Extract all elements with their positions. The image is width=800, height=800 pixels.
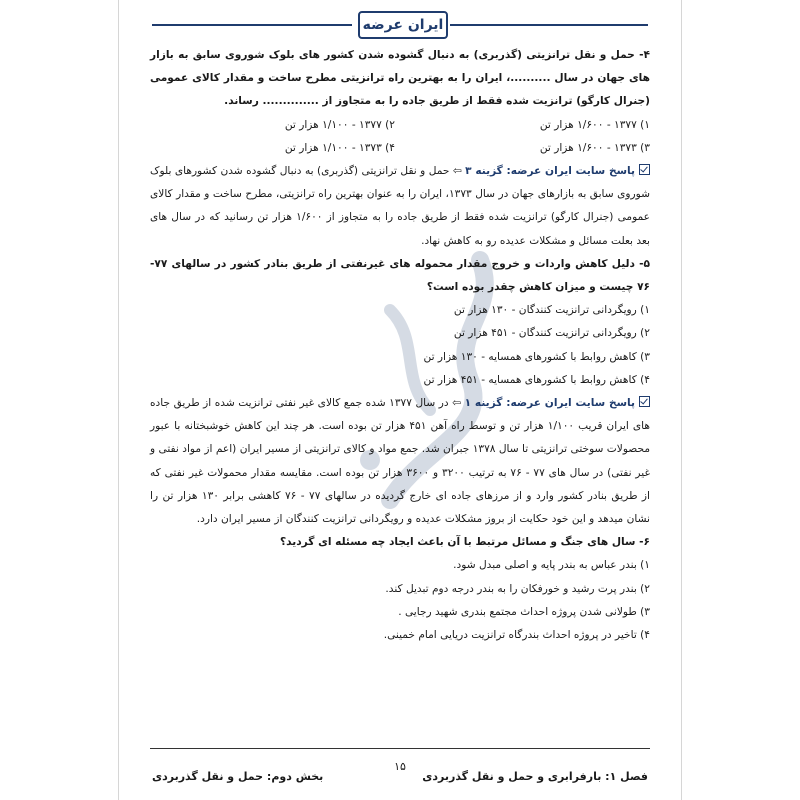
answer-4 (150, 160, 650, 253)
site-logo: ایران عرضه (358, 11, 448, 39)
footer-section: بخش دوم: حمل و نقل گذربردی (152, 770, 324, 783)
option-4: ۴) تاخیر در پروژه احداث بندرگاه ترانزیت دریایی امام خمینی. (383, 629, 650, 642)
option-1: ۱) ۱۳۷۷ - ۱/۶۰۰ هزار تن (539, 118, 650, 131)
page-content (150, 44, 650, 647)
question-4: ۴- حمل و نقل ترانزیتی (گذربری) به دنبال گشوده شدن کشور های بلوک شوروی سابق به بازار های جهان در سال ..........، ایران را به بهترین راه ترانزیتی مطرح ساخت و مقدار کالای عمومی (جنرال کارگو) ترانزیت شده فقط از طریق جاده را به متجاوز از .............. رساند. (150, 49, 650, 108)
option-3: ۳) ۱۳۷۳ - ۱/۶۰۰ هزار تن (539, 141, 650, 154)
answer-5-label: پاسخ سایت ایران عرضه: گزینه ۱ (464, 397, 635, 410)
option-1: ۱) بندر عباس به بندر پایه و اصلی مبدل شود. (453, 559, 650, 572)
option-2: ۲) ۱۳۷۷ - ۱/۱۰۰ هزار تن (284, 118, 395, 131)
question-4-options (150, 114, 650, 160)
option-2: ۲) بندر پرت رشید و خورفکان را به بندر درجه دوم تبدیل کند. (385, 582, 650, 595)
page-header (0, 10, 800, 40)
checkbox-icon (639, 396, 650, 407)
footer-rule (150, 748, 650, 749)
footer-chapter: فصل ۱: بارفرابری و حمل و نقل گذربردی (422, 770, 648, 783)
answer-4-label: پاسخ سایت ایران عرضه: گزینه ۳ (465, 165, 635, 178)
checkbox-icon (639, 164, 650, 175)
option-1: ۱) رویگردانی ترانزیت کنندگان - ۱۳۰ هزار تن (453, 304, 650, 317)
answer-4-text: ⇦ حمل و نقل ترانزیتی (گذربری) به دنبال گشوده شدن کشورهای بلوک شوروی سابق به بازارهای جهان در سال ۱۳۷۳، ایران را به عنوان بهترین راه ترانزیتی، مطرح ساخت و مقدار کالای عمومی (جنرال کارگو) ترانزیت شده فقط از طریق جاده را به متجاوز از ۱/۶۰۰ هزار تن رسانید که در سال های بعد بعلت مسائل و مشکلات عدیده رو به کاهش نهاد. (150, 165, 650, 247)
option-4: ۴) ۱۳۷۳ - ۱/۱۰۰ هزار تن (284, 141, 395, 154)
header-rule-left (152, 24, 352, 26)
answer-5 (150, 392, 650, 531)
answer-5-text: ⇦ در سال ۱۳۷۷ شده جمع کالای غیر نفتی ترانزیت شده از طریق جاده های ایران قریب ۱/۱۰۰ هزار تن و توسط راه آهن ۴۵۱ هزار تن بوده است. هر چند این کاهش خوشبختانه با عبور محصولات سوختی ترانزیتی تا سال ۱۳۷۸ جبران شد. جمع مواد و کالای ترانزیتی از مسیر ایران (اعم از مواد نفتی و غیر نفتی) در سال های ۷۷ - ۷۶ به ترتیب ۳۲۰۰ و ۳۶۰۰ هزار تن بوده است. مقایسه مقدار محمولات غیر نفتی که از طریق بنادر کشور وارد و از مرزهای جاده ای خارج گردیده در سالهای ۷۷ - ۷۶ کاهشی برابر ۱۳۰ هزار تن را نشان میدهد و این خود حکایت از بروز مشکلات عدیده و رویگردانی ترانزیت کنندگان از مسیر ایران دارد. (150, 397, 651, 526)
option-3: ۳) طولانی شدن پروژه احداث مجتمع بندری شهید رجایی . (398, 605, 650, 618)
question-5: ۵- دلیل کاهش واردات و خروج مقدار محموله های غیرنفتی از طریق بنادر کشور در سالهای ۷۷- ۷۶ چیست و میزان کاهش چقدر بوده است؟ (150, 257, 650, 294)
option-2: ۲) رویگردانی ترانزیت کنندگان - ۴۵۱ هزار تن (453, 327, 650, 340)
option-3: ۳) کاهش روابط با کشورهای همسایه - ۱۳۰ هزار تن (423, 350, 650, 363)
header-rule-right (450, 24, 648, 26)
question-6: ۶- سال های جنگ و مسائل مرتبط با آن باعث ایجاد چه مسئله ای گردید؟ (280, 536, 650, 549)
option-4: ۴) کاهش روابط با کشورهای همسایه - ۴۵۱ هزار تن (423, 373, 650, 386)
page-number: ۱۵ (394, 760, 406, 773)
